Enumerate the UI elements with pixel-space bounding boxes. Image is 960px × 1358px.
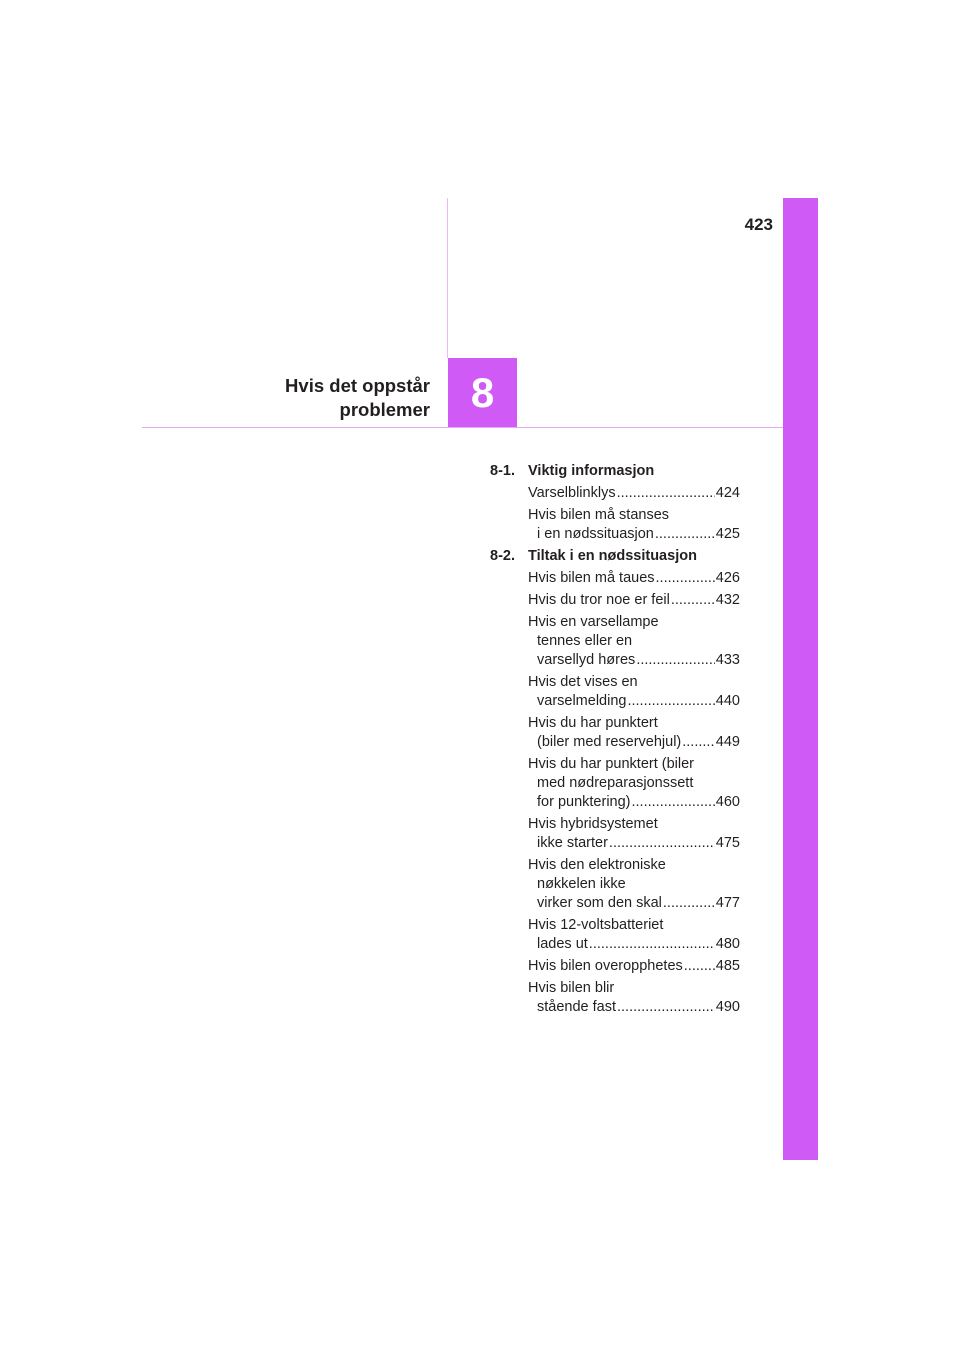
toc-entry-page: 425 (715, 526, 740, 542)
toc-entry-line: Hvis det vises en (528, 674, 638, 690)
toc-entry[interactable] (528, 591, 740, 610)
toc-entry-text: virker som den skal (537, 895, 662, 911)
toc-entry-line (528, 591, 740, 610)
toc-entry-line: Hvis bilen blir (528, 980, 615, 996)
dot-leader (609, 834, 715, 853)
toc-entry-line (528, 569, 740, 588)
chapter-title-line-2: problemer (339, 399, 430, 420)
toc-entry-line (537, 894, 740, 913)
toc-section-number: 8-1. (490, 463, 515, 479)
toc-entry[interactable] (528, 569, 740, 588)
toc-section-title: Viktig informasjon (528, 463, 655, 479)
toc-entry-line: Hvis bilen må stanses (528, 507, 670, 523)
toc-entry-page: 440 (715, 693, 740, 709)
toc-entry-page: 475 (715, 835, 740, 851)
page-number: 423 (744, 215, 773, 234)
toc-entry-page: 424 (715, 485, 740, 501)
dot-leader (617, 484, 715, 503)
toc-entry-line (537, 692, 740, 711)
toc-section-number: 8-2. (490, 548, 515, 564)
toc-entry-line: Hvis du har punktert (528, 715, 658, 731)
toc-entry-line (537, 793, 740, 812)
toc-entry-line: nøkkelen ikke (537, 876, 626, 892)
toc-entry-text: stående fast (537, 999, 616, 1015)
toc-section[interactable] (490, 547, 740, 566)
chapter-title (200, 374, 430, 422)
dot-leader (627, 692, 714, 711)
toc-entry-page: 433 (715, 652, 740, 668)
toc-entry-line (537, 998, 740, 1017)
toc-entry-line: Hvis en varsellampe (528, 614, 659, 630)
toc-entry-text: Hvis bilen må taues (528, 570, 655, 586)
toc-entry-page: 490 (715, 999, 740, 1015)
chapter-side-bar (783, 198, 818, 1160)
toc-entry[interactable] (528, 673, 740, 711)
toc-entry[interactable] (528, 916, 740, 954)
toc-entry-text: Hvis du tror noe er feil (528, 592, 670, 608)
dot-leader (671, 591, 715, 610)
toc-entry[interactable] (528, 957, 740, 976)
toc-entry[interactable] (528, 484, 740, 503)
toc-entry-text: varsellyd høres (537, 652, 636, 668)
toc-entry-page: 460 (715, 794, 740, 810)
dot-leader (636, 651, 714, 670)
toc-entry-text: ikke starter (537, 835, 608, 851)
toc-entry[interactable] (528, 613, 740, 670)
toc-entry-page: 485 (715, 958, 740, 974)
dot-leader (617, 998, 715, 1017)
toc-entry-text: (biler med reservehjul) (537, 734, 682, 750)
toc-entry-page: 426 (715, 570, 740, 586)
toc-entry-text: Hvis bilen overopphetes (528, 958, 683, 974)
toc-entry-text: Varselblinklys (528, 485, 616, 501)
toc-entry-text: varselmelding (537, 693, 627, 709)
toc-entry[interactable] (528, 815, 740, 853)
horizontal-rule (142, 427, 783, 428)
toc-entry-line (528, 957, 740, 976)
toc-entry-line: med nødreparasjonssett (537, 775, 694, 791)
table-of-contents (490, 459, 740, 1017)
dot-leader (656, 569, 715, 588)
toc-entry-line: Hvis du har punktert (biler (528, 756, 695, 772)
vertical-rule (447, 198, 448, 358)
toc-entry-line: Hvis hybridsystemet (528, 816, 658, 832)
dot-leader (682, 733, 715, 752)
dot-leader (655, 525, 715, 544)
chapter-title-line-1: Hvis det oppstår (285, 375, 430, 396)
toc-entry-line (528, 484, 740, 503)
dot-leader (663, 894, 715, 913)
toc-entry-line (537, 834, 740, 853)
dot-leader (589, 935, 715, 954)
toc-entry[interactable] (528, 755, 740, 812)
toc-entry-page: 477 (715, 895, 740, 911)
toc-entry-line: Hvis 12-voltsbatteriet (528, 917, 664, 933)
toc-entry[interactable] (528, 856, 740, 913)
chapter-number-tab: 8 (448, 358, 517, 427)
toc-entry-page: 449 (715, 734, 740, 750)
toc-section[interactable] (490, 462, 740, 481)
toc-entry-line (537, 651, 740, 670)
toc-entry-page: 480 (715, 936, 740, 952)
toc-entry-text: for punktering) (537, 794, 631, 810)
toc-section-title: Tiltak i en nødssituasjon (528, 548, 697, 564)
toc-entry-text: i en nødssituasjon (537, 526, 654, 542)
toc-entry[interactable] (528, 979, 740, 1017)
dot-leader (684, 957, 715, 976)
toc-entry-line (537, 733, 740, 752)
toc-entry-line: tennes eller en (537, 633, 633, 649)
toc-entry-line (537, 525, 740, 544)
toc-entry-text: lades ut (537, 936, 588, 952)
toc-entry[interactable] (528, 714, 740, 752)
toc-entry-page: 432 (715, 592, 740, 608)
toc-entry-line: Hvis den elektroniske (528, 857, 666, 873)
dot-leader (632, 793, 715, 812)
toc-entry[interactable] (528, 506, 740, 544)
toc-entry-line (537, 935, 740, 954)
